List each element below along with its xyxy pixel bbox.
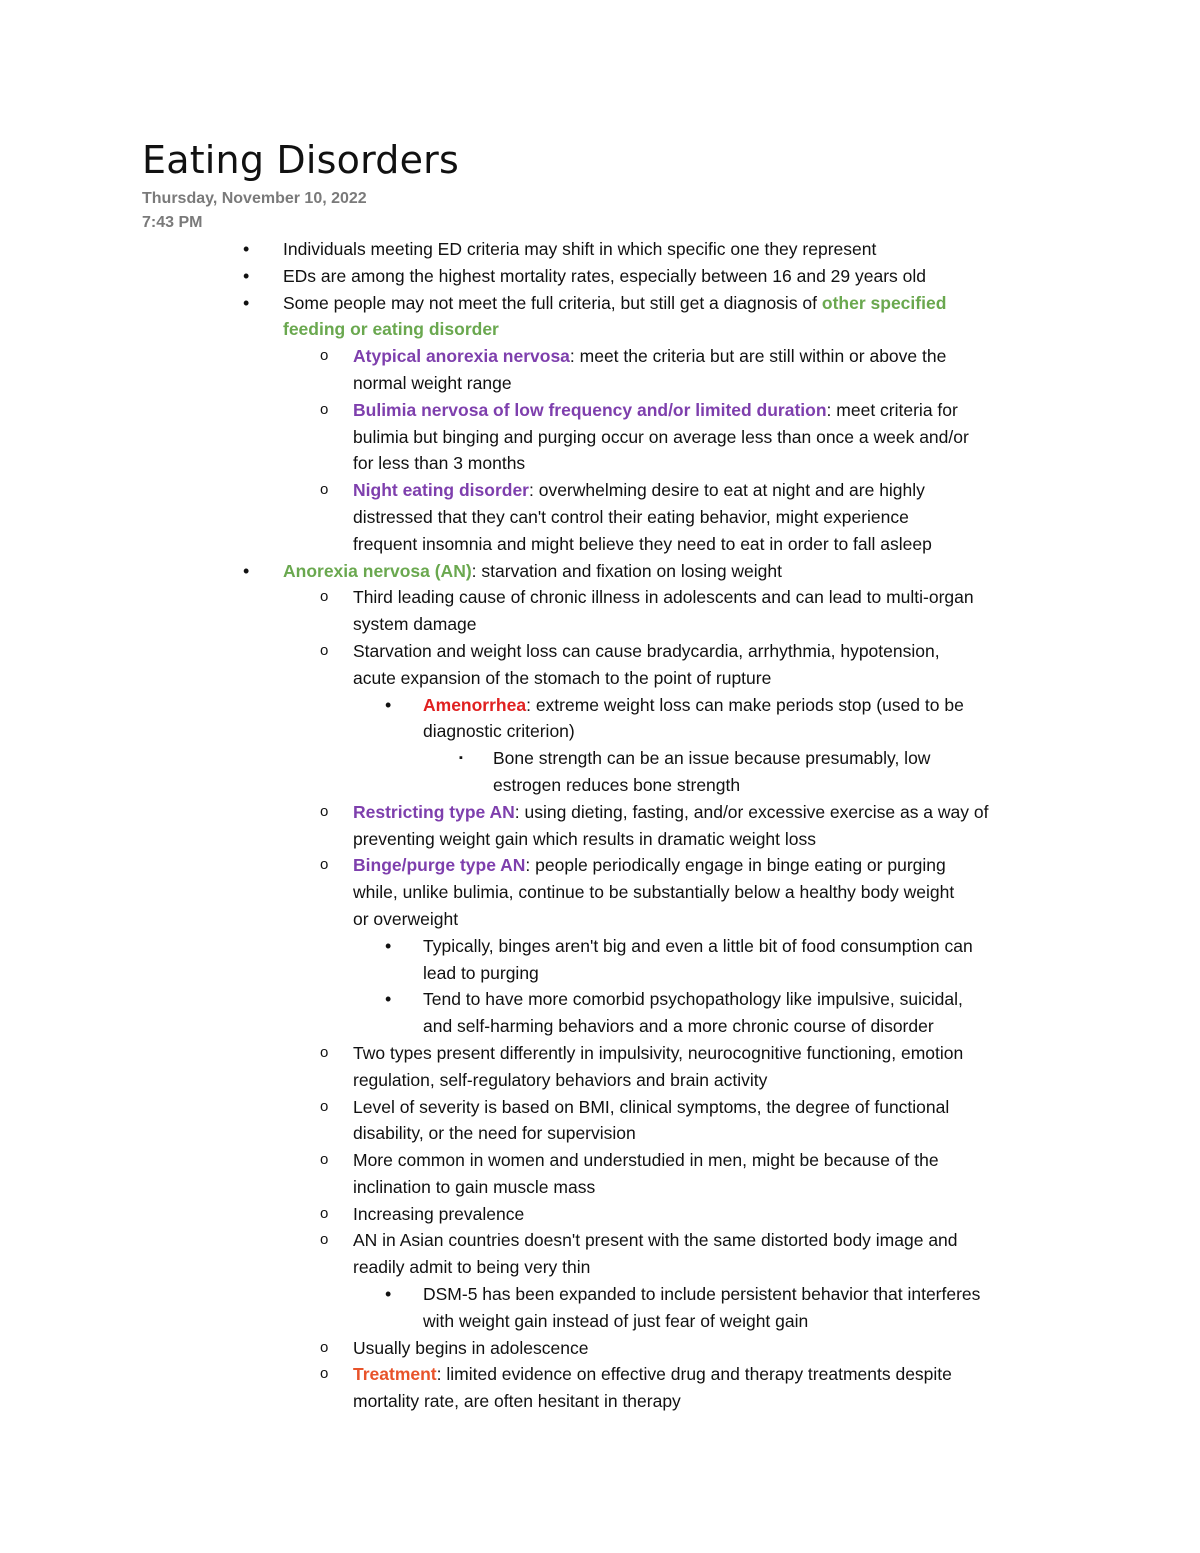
bullet-text: while, unlike bulimia, continue to be substantially below a healthy body weight: [353, 882, 955, 903]
note-outline: [0, 236, 1200, 1415]
level4-bullet-item: [0, 745, 1200, 772]
circle-marker-icon: o: [320, 1365, 329, 1383]
sub-bullet-item: [0, 1201, 1200, 1228]
bullet-continuation: [0, 1067, 1200, 1094]
term-highlight: Night eating disorder: [353, 480, 529, 501]
bullet-text: readily admit to being very thin: [353, 1257, 591, 1278]
bullet-text: Two types present differently in impulsivity, neurocognitive functioning, emotion: [353, 1042, 964, 1063]
sub-bullet-item: [0, 397, 1200, 424]
bullet-continuation: [0, 772, 1200, 799]
bullet-text: Typically, binges aren't big and even a little bit of food consumption can: [423, 935, 973, 956]
bullet-text: and self-harming behaviors and a more chronic course of disorder: [423, 1016, 934, 1037]
bullet-text: DSM-5 has been expanded to include persistent behavior that interferes: [423, 1284, 981, 1305]
bullet-text: distressed that they can't control their eating behavior, might experience: [353, 506, 909, 527]
bullet-continuation: [0, 370, 1200, 397]
circle-marker-icon: o: [320, 588, 329, 606]
term-highlight: Amenorrhea: [423, 694, 527, 715]
term-highlight: Restricting type AN: [353, 801, 515, 822]
sub-bullet-item: [0, 343, 1200, 370]
bullet-text: or overweight: [353, 908, 459, 929]
bullet-text: diagnostic criterion): [423, 721, 575, 742]
bullet-continuation: [0, 611, 1200, 638]
circle-marker-icon: o: [320, 802, 329, 820]
bullet-item: [0, 558, 1200, 585]
sub-bullet-item: [0, 1040, 1200, 1067]
term-highlight: Treatment: [353, 1364, 437, 1385]
bullet-text: : people periodically engage in binge eating or purging: [525, 855, 946, 876]
bullet-marker-icon: •: [243, 560, 250, 581]
bullet-text: Tend to have more comorbid psychopathology like impulsive, suicidal,: [423, 989, 963, 1010]
bullet-text: : meet criteria for: [826, 399, 958, 420]
bullet-continuation: [0, 879, 1200, 906]
note-time: 7:43 PM: [142, 214, 203, 231]
bullet-text: Bone strength can be an issue because presumably, low: [493, 748, 931, 769]
bullet-text: mortality rate, are often hesitant in therapy: [353, 1391, 681, 1412]
sub-bullet-item: [0, 1227, 1200, 1254]
bullet-continuation: [0, 1388, 1200, 1415]
circle-marker-icon: o: [320, 1043, 329, 1061]
bullet-text: Increasing prevalence: [353, 1203, 525, 1224]
sub-bullet-item: [0, 477, 1200, 504]
note-date: Thursday, November 10, 2022: [142, 190, 367, 207]
bullet-item: [0, 290, 1200, 317]
bullet-continuation: [0, 1254, 1200, 1281]
circle-marker-icon: o: [320, 400, 329, 418]
bullet-marker-icon: •: [385, 989, 392, 1010]
bullet-text: Individuals meeting ED criteria may shift in which specific one they represent: [283, 239, 877, 259]
bullet-continuation: [0, 531, 1200, 558]
sub-bullet-item: [0, 799, 1200, 826]
square-marker-icon: ▪: [459, 752, 463, 765]
bullet-text: system damage: [353, 614, 477, 635]
bullet-marker-icon: •: [385, 694, 392, 715]
sub-bullet-item: [0, 1147, 1200, 1174]
bullet-continuation: [0, 718, 1200, 745]
bullet-text: More common in women and understudied in men, might be because of the: [353, 1150, 939, 1171]
bullet-text: : meet the criteria but are still within or above the: [569, 346, 947, 367]
bullet-text: acute expansion of the stomach to the point of rupture: [353, 667, 772, 688]
bullet-continuation: [0, 424, 1200, 451]
bullet-text: : extreme weight loss can make periods stop (used to be: [526, 694, 964, 715]
bullet-item: [0, 263, 1200, 290]
bullet-continuation: [0, 316, 1200, 343]
bullet-continuation: [0, 450, 1200, 477]
term-highlight: Bulimia nervosa of low frequency and/or limited duration: [353, 399, 827, 420]
term-highlight: Anorexia nervosa (AN): [283, 560, 472, 581]
bullet-marker-icon: •: [243, 292, 250, 313]
bullet-text: regulation, self-regulatory behaviors and brain activity: [353, 1069, 768, 1090]
term-highlight: Binge/purge type AN: [353, 855, 526, 876]
circle-marker-icon: o: [320, 1204, 329, 1222]
sub-bullet-item: [0, 584, 1200, 611]
bullet-continuation: [0, 665, 1200, 692]
bullet-item: [0, 236, 1200, 263]
bullet-continuation: [0, 1174, 1200, 1201]
bullet-text: Usually begins in adolescence: [353, 1337, 589, 1358]
bullet-text: Some people may not meet the full criteria, but still get a diagnosis of: [283, 292, 822, 313]
sub-sub-bullet-item: [0, 692, 1200, 719]
circle-marker-icon: o: [320, 856, 329, 874]
bullet-text: EDs are among the highest mortality rates, especially between 16 and 29 years old: [283, 265, 926, 286]
bullet-continuation: [0, 826, 1200, 853]
page-title: Eating Disorders: [142, 138, 459, 182]
bullet-text: AN in Asian countries doesn't present with the same distorted body image and: [353, 1230, 958, 1251]
bullet-text: : starvation and fixation on losing weight: [471, 560, 782, 581]
bullet-text: : limited evidence on effective drug and therapy treatments despite: [436, 1364, 952, 1385]
bullet-marker-icon: •: [385, 935, 392, 956]
circle-marker-icon: o: [320, 1097, 329, 1115]
sub-sub-bullet-item: [0, 986, 1200, 1013]
bullet-continuation: [0, 504, 1200, 531]
bullet-continuation: [0, 1308, 1200, 1335]
bullet-continuation: [0, 1120, 1200, 1147]
bullet-text: inclination to gain muscle mass: [353, 1176, 596, 1197]
bullet-text: Starvation and weight loss can cause bradycardia, arrhythmia, hypotension,: [353, 640, 940, 661]
bullet-text: with weight gain instead of just fear of weight gain: [423, 1310, 809, 1331]
bullet-marker-icon: •: [385, 1284, 392, 1305]
bullet-text: lead to purging: [423, 962, 539, 983]
sub-bullet-item: [0, 852, 1200, 879]
term-highlight: feeding or eating disorder: [283, 319, 499, 340]
sub-bullet-item: [0, 1361, 1200, 1388]
bullet-text: : using dieting, fasting, and/or excessive exercise as a way of: [514, 801, 989, 822]
sub-bullet-item: [0, 1335, 1200, 1362]
bullet-text: : overwhelming desire to eat at night and are highly: [528, 480, 925, 501]
bullet-text: preventing weight gain which results in dramatic weight loss: [353, 828, 817, 849]
sub-bullet-item: [0, 638, 1200, 665]
sub-bullet-item: [0, 1094, 1200, 1121]
bullet-continuation: [0, 1013, 1200, 1040]
circle-marker-icon: o: [320, 347, 329, 365]
bullet-text: Level of severity is based on BMI, clinical symptoms, the degree of functional: [353, 1096, 950, 1117]
circle-marker-icon: o: [320, 1338, 329, 1356]
sub-sub-bullet-item: [0, 1281, 1200, 1308]
circle-marker-icon: o: [320, 1151, 329, 1169]
bullet-marker-icon: •: [243, 265, 250, 286]
bullet-text: normal weight range: [353, 372, 512, 393]
bullet-text: Third leading cause of chronic illness in adolescents and can lead to multi-organ: [353, 587, 974, 608]
sub-sub-bullet-item: [0, 933, 1200, 960]
term-highlight: Atypical anorexia nervosa: [353, 346, 570, 367]
circle-marker-icon: o: [320, 641, 329, 659]
bullet-text: disability, or the need for supervision: [353, 1123, 636, 1144]
bullet-text: for less than 3 months: [353, 453, 526, 474]
bullet-text: frequent insomnia and might believe they need to eat in order to fall asleep: [353, 533, 932, 554]
bullet-text: estrogen reduces bone strength: [493, 774, 741, 795]
bullet-text: bulimia but binging and purging occur on average less than once a week and/or: [353, 426, 969, 447]
term-highlight: other specified: [821, 292, 947, 313]
bullet-continuation: [0, 960, 1200, 987]
bullet-marker-icon: •: [243, 239, 250, 259]
circle-marker-icon: o: [320, 481, 329, 499]
circle-marker-icon: o: [320, 1231, 329, 1249]
bullet-continuation: [0, 906, 1200, 933]
